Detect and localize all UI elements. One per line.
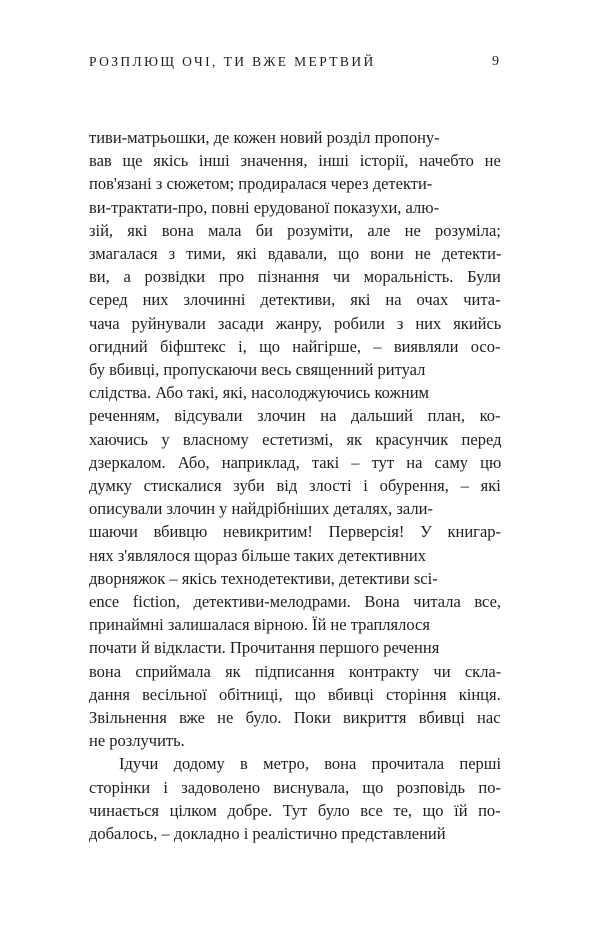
text-line: почати й відкласти. Прочитання першого речення <box>89 638 440 658</box>
text-line: описували злочин у найдрібніших деталях, зали- <box>89 499 433 519</box>
text-line: ви, а розвідки про пізнання чи моральність. Були <box>89 267 501 287</box>
text-line: думку стискалися зуби від злості і обурення, – які <box>89 476 501 495</box>
text-line: нях з'являлося щораз більше таких детективних <box>89 545 427 565</box>
text-line: ence fiction, детективи-мелодрами. Вона читала все, <box>89 592 502 611</box>
text-line: шаючи вбивцю невикритим! Перверсія! У книгар- <box>89 522 502 542</box>
text-line: чача руйнували засади жанру, робили з них якийсь <box>89 313 502 333</box>
text-line: хаючись у власному естетизмі, як красунчик перед <box>89 429 502 449</box>
text-line: сторінки і задоволено виснувала, що розповідь по- <box>89 777 501 797</box>
text-line: принаймні залишалася вірною. Їй не траплялося <box>89 615 430 635</box>
text-line: Ідучи додому в метро, вона прочитала перші <box>119 754 502 774</box>
text-line: серед них злочинні детективи, які на очах чита- <box>89 290 501 310</box>
text-line: бу вбивці, пропускаючи весь священний ритуал <box>89 360 426 379</box>
page-number: 9 <box>492 54 499 69</box>
text-line: вав ще якісь інші значення, інші історії, начебто не <box>89 151 501 171</box>
text-line: не розлучить. <box>89 731 185 751</box>
text-line: слідства. Або такі, які, насолоджуючись кожним <box>89 383 429 403</box>
text-line: тиви-матрьошки, де кожен новий розділ пропону- <box>89 128 440 147</box>
text-line: пов'язані з сюжетом; продиралася через детекти- <box>89 174 433 194</box>
text-line: дворняжок – якісь технодетективи, детективи sci- <box>89 568 438 588</box>
running-head-title: РОЗПЛЮЩ ОЧІ, ТИ ВЖЕ МЕРТВИЙ <box>89 54 376 69</box>
text-line: чинається цілком добре. Тут було все те, що їй по- <box>89 800 501 820</box>
text-line: ви-трактати-про, повні ерудованої показухи, алю- <box>89 197 440 217</box>
text-line: дання весільної обітниці, що вбивці сторіння кінця. <box>89 684 501 704</box>
body-text <box>89 128 502 843</box>
text-line: огидний біфштекс і, що найгірше, – виявляли осо- <box>89 336 501 356</box>
text-line: дзеркалом. Або, наприклад, такі – тут на саму цю <box>89 452 502 472</box>
text-line: добалось, – докладно і реалістично представлений <box>89 824 446 843</box>
running-head <box>89 54 499 74</box>
text-line: вона сприймала як підписання контракту чи скла- <box>89 661 502 681</box>
text-line: Звільнення вже не було. Поки викриття вбивці нас <box>89 708 501 727</box>
text-line: зій, які вона мала би розуміти, але не розуміла; <box>89 220 501 240</box>
text-line: реченням, відсували злочин на дальший план, ко- <box>89 406 501 426</box>
text-line: змагалася з тими, які вдавали, що вони не детекти- <box>89 244 502 263</box>
